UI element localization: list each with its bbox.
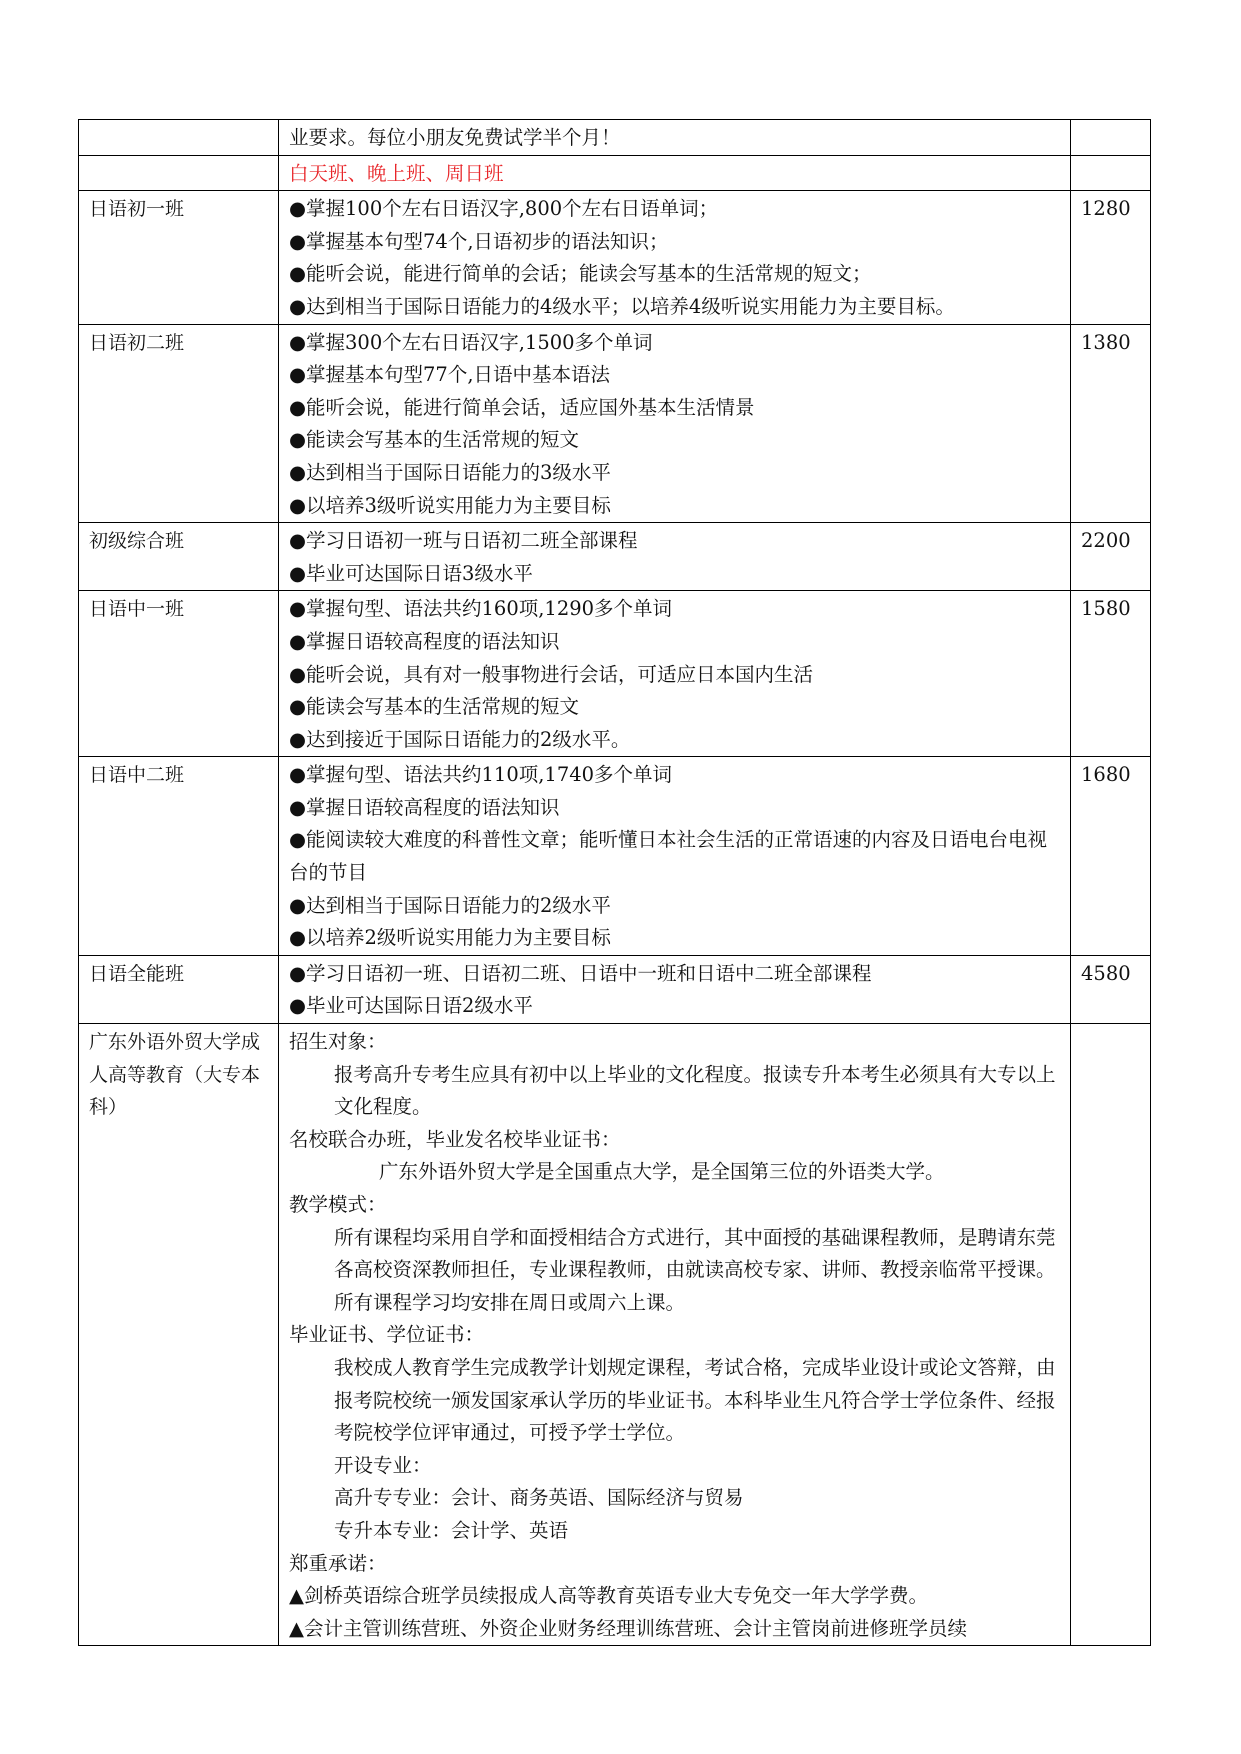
course-name bbox=[79, 757, 279, 956]
intro-text: 业要求。每位小朋友免费试学半个月！ bbox=[289, 126, 621, 149]
course-row bbox=[79, 324, 1151, 523]
section-heading: 名校联合办班，毕业发名校毕业证书： bbox=[289, 1127, 621, 1151]
name-cell bbox=[79, 120, 279, 156]
course-row bbox=[79, 757, 1151, 956]
description-line: ●学习日语初一班、日语初二班、日语中一班和日语中二班全部课程 bbox=[289, 961, 872, 985]
adult-education-row bbox=[79, 1024, 1151, 1646]
course-row bbox=[79, 191, 1151, 324]
description-line: ●能读会写基本的生活常规的短文 bbox=[289, 695, 580, 719]
price-cell bbox=[1071, 1024, 1151, 1646]
description-line: ●掌握句型、语法共约160项,1290多个单词 bbox=[289, 597, 673, 621]
section-heading: 郑重承诺： bbox=[289, 1551, 387, 1575]
major-item: 专升本专业：会计学、英语 bbox=[334, 1518, 569, 1542]
course-price: 1580 bbox=[1071, 591, 1151, 757]
description-line: ●达到相当于国际日语能力的4级水平；以培养4级听说实用能力为主要目标。 bbox=[289, 294, 955, 318]
description-line: ●毕业可达国际日语2级水平 bbox=[289, 994, 533, 1018]
course-name bbox=[79, 955, 279, 1023]
description-cell bbox=[279, 120, 1071, 156]
price-cell bbox=[1071, 155, 1151, 191]
course-name bbox=[79, 324, 279, 523]
schedule-text: 白天班、晚上班、周日班 bbox=[289, 161, 504, 185]
description-line: ●以培养2级听说实用能力为主要目标 bbox=[289, 926, 611, 950]
course-description bbox=[279, 1024, 1071, 1646]
course-row bbox=[79, 591, 1151, 757]
description-line: ●毕业可达国际日语3级水平 bbox=[289, 561, 533, 585]
course-name bbox=[79, 1024, 279, 1646]
major-item: 高升专专业：会计、商务英语、国际经济与贸易 bbox=[334, 1486, 744, 1510]
course-price: 4580 bbox=[1071, 955, 1151, 1023]
section-heading: 开设专业： bbox=[334, 1453, 432, 1477]
section-heading: 招生对象： bbox=[289, 1030, 387, 1054]
description-line: ●能听会说，具有对一般事物进行会话，可适应日本国内生活 bbox=[289, 662, 814, 686]
course-description bbox=[279, 191, 1071, 324]
paragraph: 报考高升专考生应具有初中以上毕业的文化程度。报读专升本考生必须具有大专以上文化程度。 bbox=[334, 1062, 1056, 1119]
description-line: ●能听会说，能进行简单会话，适应国外基本生活情景 bbox=[289, 395, 755, 419]
description-line: ●学习日语初一班与日语初二班全部课程 bbox=[289, 529, 638, 553]
course-price: 1280 bbox=[1071, 191, 1151, 324]
course-description bbox=[279, 523, 1071, 591]
price-cell bbox=[1071, 120, 1151, 156]
course-description bbox=[279, 757, 1071, 956]
course-name-text: 日语中一班 bbox=[89, 598, 185, 621]
course-description bbox=[279, 591, 1071, 757]
course-price: 1680 bbox=[1071, 757, 1151, 956]
course-name-text: 初级综合班 bbox=[89, 530, 185, 553]
description-cell bbox=[279, 155, 1071, 191]
description-line: ●掌握300个左右日语汉字,1500多个单词 bbox=[289, 330, 653, 354]
course-name-text: 广东外语外贸大学成人高等教育（大专本科） bbox=[89, 1031, 261, 1119]
description-line: ●掌握100个左右日语汉字,800个左右日语单词； bbox=[289, 197, 719, 221]
description-line: ●能听会说，能进行简单的会话；能读会写基本的生活常规的短文； bbox=[289, 262, 872, 286]
course-name bbox=[79, 591, 279, 757]
course-name-text: 日语初一班 bbox=[89, 198, 185, 221]
promise-item: ▲剑桥英语综合班学员续报成人高等教育英语专业大专免交一年大学学费。 bbox=[289, 1584, 928, 1608]
paragraph: 广东外语外贸大学是全国重点大学，是全国第三位的外语类大学。 bbox=[379, 1160, 945, 1184]
description-line: ●掌握日语较高程度的语法知识 bbox=[289, 629, 560, 653]
description-line: ●掌握日语较高程度的语法知识 bbox=[289, 795, 560, 819]
description-line: ●能读会写基本的生活常规的短文 bbox=[289, 428, 580, 452]
section-heading: 教学模式： bbox=[289, 1193, 387, 1216]
course-price: 1380 bbox=[1071, 324, 1151, 523]
description-line: ●达到相当于国际日语能力的3级水平 bbox=[289, 460, 611, 484]
course-name-text: 日语初二班 bbox=[89, 331, 185, 354]
course-row bbox=[79, 523, 1151, 591]
table-row bbox=[79, 120, 1151, 156]
course-table bbox=[78, 119, 1151, 1646]
course-description bbox=[279, 324, 1071, 523]
description-line: ●掌握基本句型74个,日语初步的语法知识； bbox=[289, 229, 669, 253]
description-line: ●达到相当于国际日语能力的2级水平 bbox=[289, 893, 611, 917]
course-row bbox=[79, 955, 1151, 1023]
description-line: ●以培养3级听说实用能力为主要目标 bbox=[289, 493, 611, 517]
course-name bbox=[79, 191, 279, 324]
course-description bbox=[279, 955, 1071, 1023]
course-name bbox=[79, 523, 279, 591]
description-line: ●掌握基本句型77个,日语中基本语法 bbox=[289, 363, 611, 387]
course-price: 2200 bbox=[1071, 523, 1151, 591]
course-name-text: 日语全能班 bbox=[89, 962, 185, 985]
paragraph: 我校成人教育学生完成教学计划规定课程，考试合格，完成毕业设计或论文答辩，由报考院校统一颁发国家承认学历的毕业证书。本科毕业生凡符合学士学位条件、经报考院校学位评审通过，可授予学士学位。 bbox=[334, 1355, 1056, 1445]
paragraph: 所有课程均采用自学和面授相结合方式进行，其中面授的基础课程教师，是聘请东莞各高校资深教师担任，专业课程教师，由就读高校专家、讲师、教授亲临常平授课。所有课程学习均安排在周日或周六上课。 bbox=[334, 1225, 1056, 1314]
course-name-text: 日语中二班 bbox=[89, 764, 185, 787]
description-line: ●掌握句型、语法共约110项,1740多个单词 bbox=[289, 763, 673, 787]
description-line: ●达到接近于国际日语能力的2级水平。 bbox=[289, 727, 631, 751]
section-heading: 毕业证书、学位证书： bbox=[289, 1323, 485, 1347]
table-row bbox=[79, 155, 1151, 191]
promise-item: ▲会计主管训练营班、外资企业财务经理训练营班、会计主管岗前进修班学员续 bbox=[289, 1616, 967, 1640]
description-line: ●能阅读较大难度的科普性文章；能听懂日本社会生活的正常语速的内容及日语电台电视台的节目 bbox=[289, 828, 1048, 885]
name-cell bbox=[79, 155, 279, 191]
